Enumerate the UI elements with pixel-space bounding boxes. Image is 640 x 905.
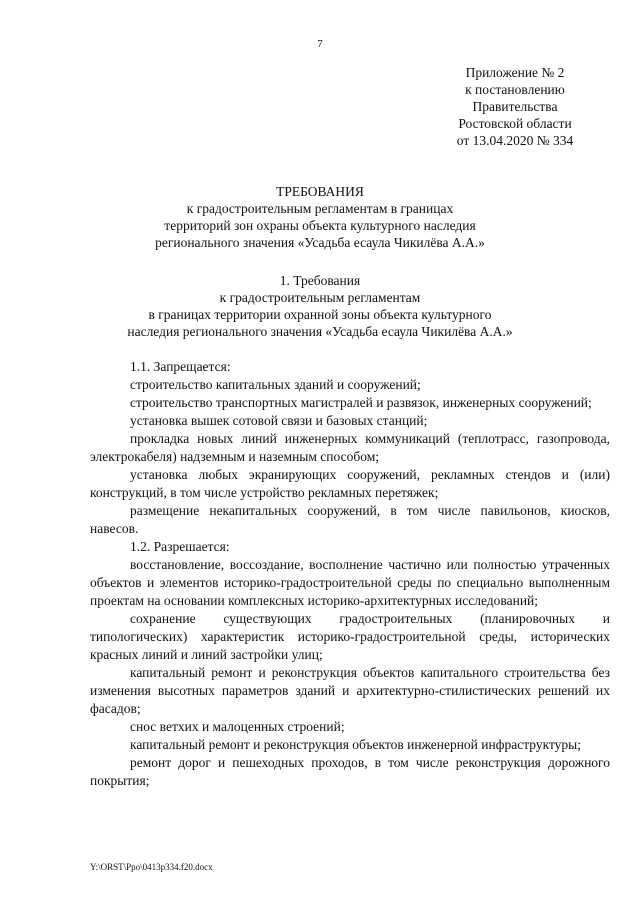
allowed-item: снос ветхих и малоценных строений; [130, 719, 345, 734]
document-title [90, 183, 550, 251]
appendix-block [430, 64, 600, 149]
allowed-heading: 1.2. Разрешается: [130, 539, 230, 554]
document-body [90, 358, 610, 790]
section-line: к градостроительным регламентам [219, 290, 421, 305]
forbidden-item: прокладка новых линий инженерных коммуникаций (теплотрасс, газопровода, электрокабеля) надземным и наземным способом; [90, 431, 610, 464]
appendix-line: Приложение № 2 [465, 65, 565, 80]
allowed-item: ремонт дорог и пешеходных проходов, в том числе реконструкция дорожного покрытия; [90, 755, 610, 788]
appendix-line: Правительства [472, 99, 558, 114]
section-line: наследия регионального значения «Усадьба есаула Чикилёва А.А.» [127, 324, 513, 339]
appendix-line: к постановлению [465, 82, 565, 97]
appendix-line: от 13.04.2020 № 334 [456, 133, 574, 148]
forbidden-item: строительство капитальных зданий и сооружений; [130, 377, 421, 392]
allowed-item: сохранение существующих градостроительных (планировочных и типологических) характеристик историко-градостроительной среды, исторических красных линий и линий застройки улиц; [90, 611, 610, 662]
title-line: к градостроительным регламентам в границах [186, 201, 454, 216]
page-number: 7 [317, 38, 323, 50]
section-line: 1. Требования [279, 273, 361, 288]
forbidden-item: установка вышек сотовой связи и базовых станций; [130, 413, 428, 428]
forbidden-item: строительство транспортных магистралей и развязок, инженерных сооружений; [130, 395, 592, 410]
allowed-item: капитальный ремонт и реконструкция объектов капитального строительства без изменения высотных параметров зданий и архитектурно-стилистических решений их фасадов; [90, 665, 610, 716]
title-line: территорий зон охраны объекта культурного наследия [164, 218, 476, 233]
forbidden-heading: 1.1. Запрещается: [130, 359, 231, 374]
title-line: регионального значения «Усадьба есаула Чикилёва А.А.» [155, 235, 485, 250]
allowed-item: восстановление, воссоздание, восполнение частично или полностью утраченных объектов и элементов историко-градостроительной среды по специально выполненным проектам на основании комплексных историко-архитектурных исследований; [90, 557, 610, 608]
appendix-line: Ростовской области [458, 116, 572, 131]
file-path-footer: Y:\ORST\Ppo\0413p334.f20.docx [90, 862, 213, 872]
title-heading: ТРЕБОВАНИЯ [276, 184, 364, 199]
allowed-item: капитальный ремонт и реконструкция объектов инженерной инфраструктуры; [130, 737, 582, 752]
section-line: в границах территории охранной зоны объекта культурного [148, 307, 492, 322]
section-1-heading [90, 272, 550, 340]
forbidden-item: размещение некапитальных сооружений, в том числе павильонов, киосков, навесов. [90, 503, 610, 536]
forbidden-item: установка любых экранирующих сооружений, рекламных стендов и (или) конструкций, в том числе устройство рекламных перетяжек; [90, 467, 610, 500]
